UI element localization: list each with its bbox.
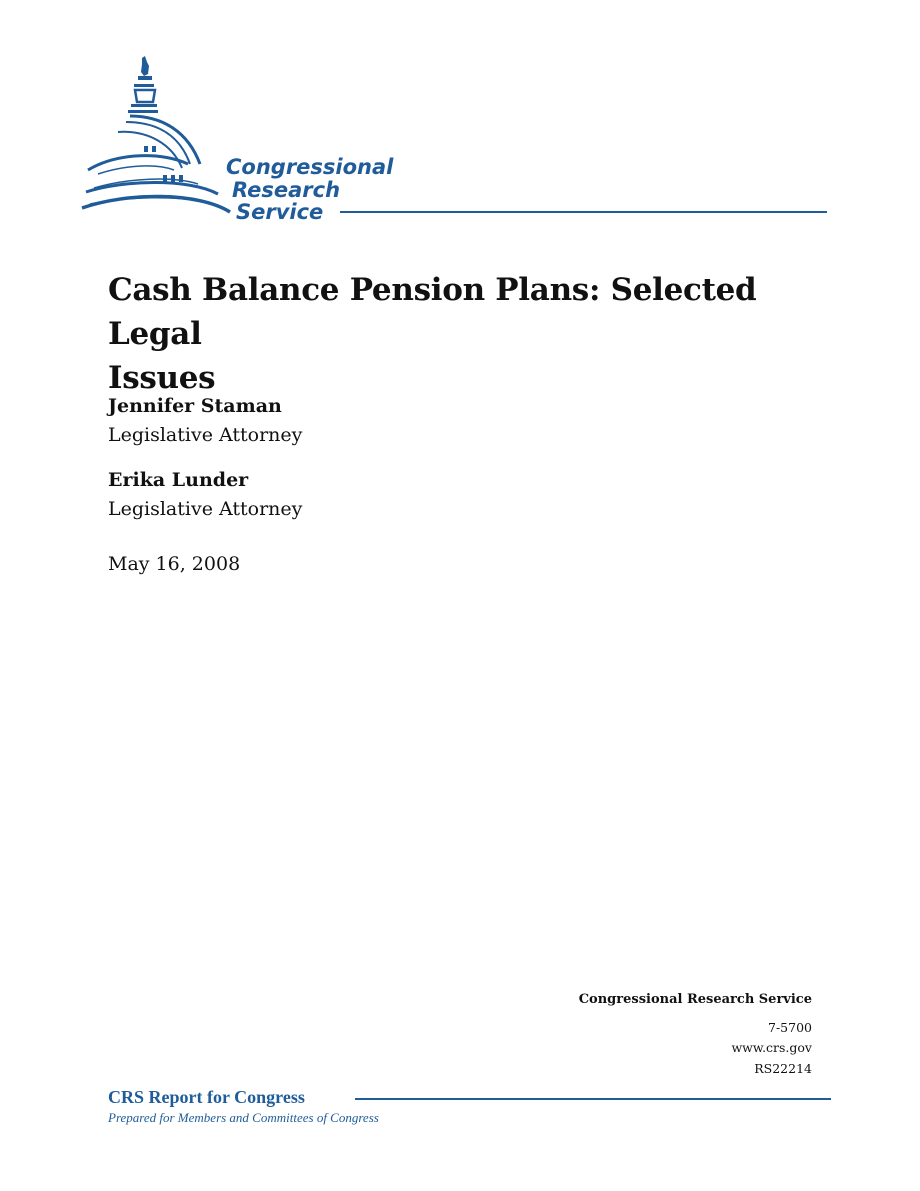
organization-name: Congressional Research Service [578, 992, 812, 1007]
report-title-heading [108, 268, 808, 400]
report-number: RS22214 [754, 1061, 812, 1076]
capitol-dome-icon [78, 52, 248, 224]
header-rule [340, 211, 827, 213]
author-role: Legislative Attorney [108, 498, 303, 520]
title-line-2: Issues [108, 360, 216, 396]
footer-rule [355, 1098, 831, 1100]
footer-subtitle: Prepared for Members and Committees of Congress [108, 1110, 379, 1125]
logo-text-line2: Research [232, 178, 341, 202]
report-date: May 16, 2008 [108, 553, 241, 575]
footer-report-title: CRS Report for Congress [108, 1087, 305, 1107]
logo-text-line3: Service [236, 200, 324, 224]
author-name: Erika Lunder [108, 469, 249, 491]
logo-text-line1: Congressional [226, 155, 394, 179]
phone-number: 7-5700 [768, 1020, 812, 1035]
author-name: Jennifer Staman [108, 395, 282, 417]
author-role: Legislative Attorney [108, 424, 303, 446]
crs-logo [78, 52, 418, 224]
website-link[interactable]: www.crs.gov [731, 1040, 812, 1055]
title-line-1: Cash Balance Pension Plans: Selected Legal [108, 272, 757, 352]
